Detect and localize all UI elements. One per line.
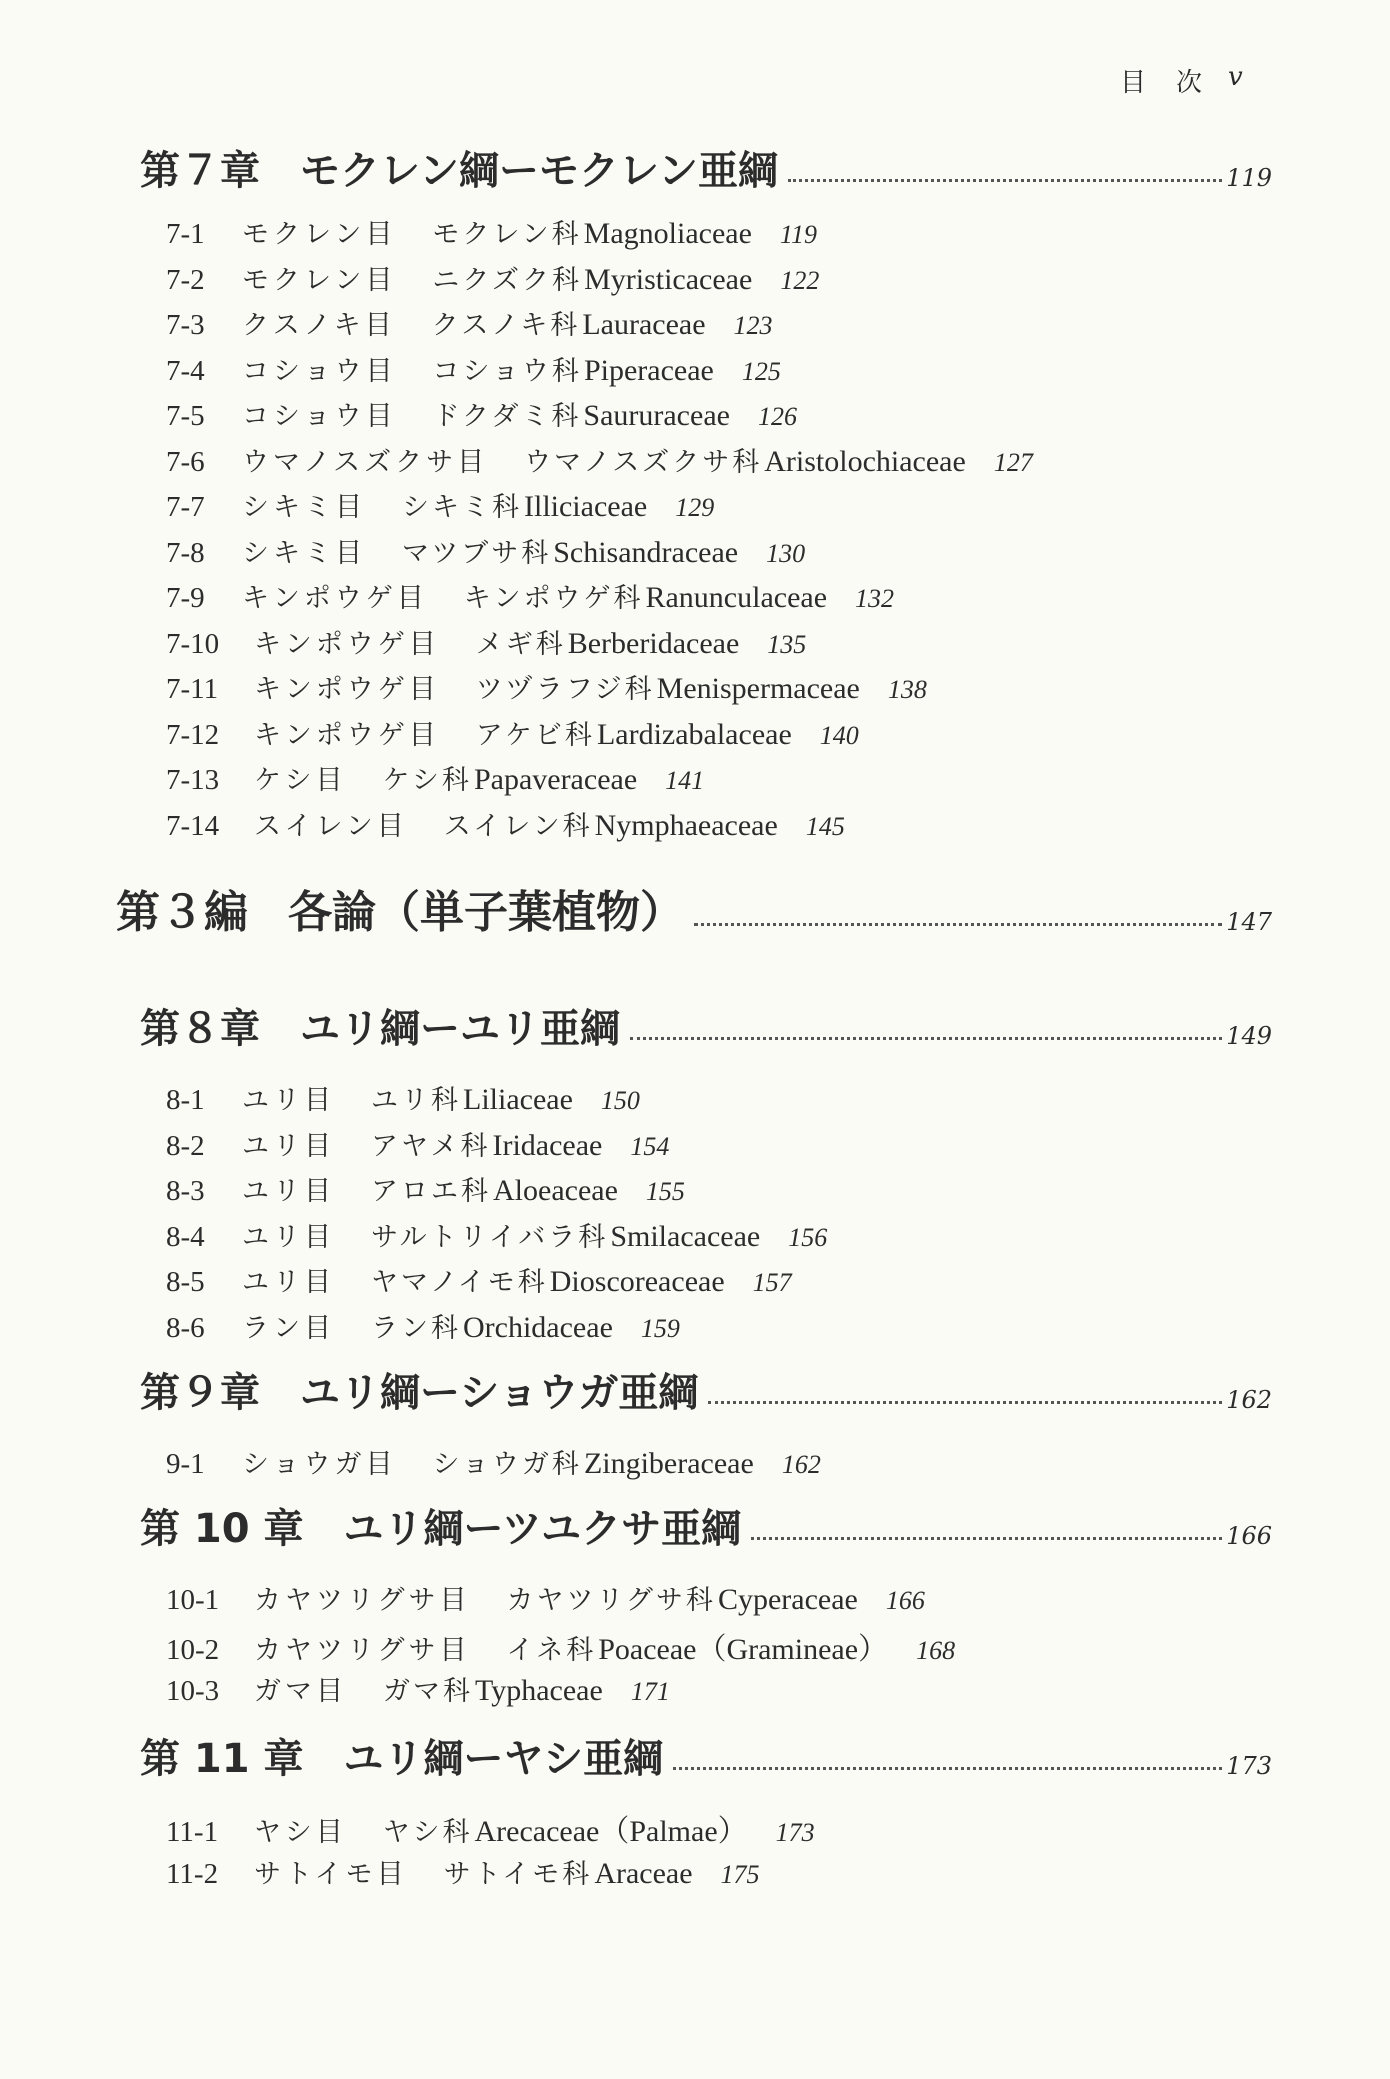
entry-family: ニクズク科 bbox=[432, 264, 583, 296]
entry-order: キンポウゲ目 bbox=[254, 719, 440, 751]
entry-family: メギ科 bbox=[475, 628, 566, 660]
entry-number: 8-1 bbox=[166, 1084, 205, 1116]
toc-entry[interactable] bbox=[166, 440, 1033, 480]
entry-number: 7-10 bbox=[166, 627, 220, 660]
entry-latin-name: Aristolochiaceae bbox=[764, 444, 966, 478]
entry-page-number: 126 bbox=[757, 402, 797, 431]
entry-family: ガマ科 bbox=[383, 1676, 473, 1707]
running-header bbox=[1080, 62, 1300, 102]
heading-number: 第９章 bbox=[140, 1370, 260, 1416]
entry-order: シキミ目 bbox=[242, 537, 366, 569]
heading-number: 第 11 章 bbox=[140, 1736, 304, 1782]
entry-page-number: 175 bbox=[720, 1859, 760, 1889]
entry-family: クスノキ科 bbox=[431, 310, 581, 341]
entry-page-number: 123 bbox=[733, 311, 773, 340]
entry-family: ウマノスズクサ科 bbox=[524, 446, 763, 478]
entry-page-number: 171 bbox=[630, 1677, 670, 1706]
toc-entry[interactable] bbox=[166, 1078, 640, 1118]
entry-family: ツヅラフジ科 bbox=[475, 674, 655, 705]
entry-page-number: 155 bbox=[645, 1177, 685, 1206]
heading-title: ユリ綱ーショウガ亜綱 bbox=[300, 1370, 699, 1416]
entry-number: 7-1 bbox=[166, 218, 205, 250]
toc-entry[interactable] bbox=[166, 804, 845, 844]
entry-order: ラン目 bbox=[242, 1312, 335, 1344]
entry-latin-name: Poaceae（Gramineae） bbox=[598, 1632, 889, 1666]
toc-entry[interactable] bbox=[166, 1215, 827, 1255]
entry-family: マツブサ科 bbox=[402, 537, 552, 569]
entry-family: サルトリイバラ科 bbox=[371, 1221, 609, 1253]
heading-page-number: 162 bbox=[1226, 1386, 1272, 1414]
toc-entry[interactable] bbox=[166, 1169, 685, 1209]
entry-order: ケシ目 bbox=[254, 765, 347, 796]
heading-title: ユリ綱ーツユクサ亜綱 bbox=[343, 1506, 742, 1552]
toc-entry[interactable] bbox=[166, 1442, 821, 1482]
entry-number: 7-14 bbox=[166, 809, 220, 842]
heading-title: ユリ綱ーヤシ亜綱 bbox=[343, 1736, 664, 1782]
entry-family: シキミ科 bbox=[402, 492, 522, 523]
entry-latin-name: Menispermaceae bbox=[656, 672, 860, 705]
toc-entry[interactable] bbox=[166, 1852, 760, 1892]
toc-entry[interactable] bbox=[166, 576, 894, 616]
entry-family: カヤツリグサ科 bbox=[506, 1585, 716, 1616]
entry-family: アロエ科 bbox=[371, 1176, 491, 1207]
toc-entry[interactable] bbox=[166, 667, 927, 707]
entry-number: 10-3 bbox=[166, 1675, 220, 1707]
chapter-heading[interactable] bbox=[140, 1362, 1272, 1418]
entry-order: カヤツリグサ目 bbox=[254, 1634, 471, 1666]
toc-entry[interactable] bbox=[166, 349, 781, 389]
entry-number: 7-3 bbox=[166, 309, 205, 341]
heading-title: ユリ綱ーユリ亜綱 bbox=[300, 1006, 620, 1052]
entry-number: 9-1 bbox=[166, 1448, 205, 1480]
entry-page-number: 127 bbox=[993, 447, 1033, 477]
entry-page-number: 125 bbox=[741, 356, 781, 386]
toc-entry[interactable] bbox=[166, 1124, 669, 1164]
entry-latin-name: Zingiberaceae bbox=[583, 1447, 754, 1480]
entry-order: ユリ目 bbox=[242, 1267, 335, 1298]
entry-family: スイレン科 bbox=[443, 810, 593, 842]
heading-page-number: 147 bbox=[1226, 908, 1272, 936]
entry-latin-name: Araceae bbox=[594, 1856, 693, 1890]
toc-entry[interactable] bbox=[166, 394, 797, 434]
entry-order: サトイモ目 bbox=[254, 1858, 408, 1890]
entry-number: 7-2 bbox=[166, 263, 205, 296]
entry-family: ショウガ科 bbox=[432, 1449, 582, 1480]
toc-entry[interactable] bbox=[166, 1260, 792, 1300]
entry-latin-name: Cyperaceae bbox=[717, 1583, 858, 1616]
entry-order: クスノキ目 bbox=[242, 310, 396, 341]
chapter-heading[interactable] bbox=[140, 1498, 1272, 1554]
entry-order: ショウガ目 bbox=[242, 1449, 397, 1480]
entry-order: ユリ目 bbox=[242, 1176, 335, 1207]
heading-number: 第７章 bbox=[140, 148, 260, 194]
entry-latin-name: Berberidaceae bbox=[567, 626, 740, 660]
entry-family: コショウ科 bbox=[432, 355, 582, 387]
entry-family: キンポウゲ科 bbox=[463, 583, 644, 614]
entry-family: ユリ科 bbox=[371, 1085, 461, 1116]
entry-order: キンポウゲ目 bbox=[254, 674, 440, 705]
chapter-heading[interactable] bbox=[140, 1728, 1272, 1784]
running-header-title: 目 次 bbox=[1120, 68, 1205, 98]
entry-order: スイレン目 bbox=[254, 810, 408, 842]
entry-latin-name: Schisandraceae bbox=[553, 535, 739, 569]
entry-latin-name: Piperaceae bbox=[583, 353, 714, 387]
dot-leader bbox=[751, 1536, 1222, 1540]
entry-order: ユリ目 bbox=[242, 1221, 335, 1253]
entry-page-number: 130 bbox=[766, 538, 806, 568]
toc-entry[interactable] bbox=[166, 1624, 955, 1664]
entry-page-number: 129 bbox=[675, 493, 715, 522]
toc-entry[interactable] bbox=[166, 212, 817, 252]
entry-order: ユリ目 bbox=[242, 1085, 335, 1116]
entry-number: 11-2 bbox=[166, 1857, 219, 1890]
entry-page-number: 132 bbox=[855, 584, 895, 613]
entry-latin-name: Papaveraceae bbox=[473, 763, 638, 796]
dot-leader bbox=[694, 922, 1222, 926]
entry-family: ケシ科 bbox=[382, 765, 472, 796]
entry-number: 8-2 bbox=[166, 1129, 205, 1162]
entry-latin-name: Illiciaceae bbox=[524, 490, 648, 523]
entry-family: サトイモ科 bbox=[443, 1858, 593, 1890]
entry-order: ウマノスズクサ目 bbox=[242, 446, 489, 478]
entry-page-number: 162 bbox=[781, 1450, 821, 1479]
entry-family: ドクダミ科 bbox=[432, 401, 582, 432]
toc-entry[interactable] bbox=[166, 1578, 925, 1618]
entry-order: コショウ目 bbox=[242, 401, 397, 432]
entry-order: モクレン目 bbox=[242, 264, 397, 296]
entry-latin-name: Saururaceae bbox=[583, 399, 730, 432]
chapter-heading[interactable] bbox=[140, 998, 1272, 1054]
entry-latin-name: Nymphaeaceae bbox=[594, 808, 778, 842]
dot-leader bbox=[788, 178, 1222, 182]
entry-number: 10-2 bbox=[166, 1633, 220, 1666]
entry-page-number: 168 bbox=[916, 1635, 956, 1665]
toc-entry[interactable] bbox=[166, 758, 704, 798]
heading-page-number: 166 bbox=[1226, 1522, 1272, 1550]
entry-page-number: 138 bbox=[887, 675, 927, 704]
chapter-heading[interactable] bbox=[140, 140, 1272, 196]
entry-page-number: 154 bbox=[630, 1131, 670, 1161]
entry-order: ヤシ目 bbox=[254, 1817, 347, 1848]
entry-latin-name: Iridaceae bbox=[492, 1128, 603, 1162]
toc-entry[interactable] bbox=[166, 258, 819, 298]
entry-latin-name: Lauraceae bbox=[582, 308, 706, 341]
entry-page-number: 159 bbox=[640, 1313, 680, 1343]
entry-number: 7-8 bbox=[166, 536, 205, 569]
entry-family: アヤメ科 bbox=[371, 1130, 491, 1162]
entry-order: カヤツリグサ目 bbox=[254, 1585, 471, 1616]
entry-number: 7-12 bbox=[166, 718, 220, 751]
entry-number: 7-5 bbox=[166, 400, 205, 432]
entry-order: キンポウゲ目 bbox=[242, 583, 428, 614]
entry-order: ガマ目 bbox=[254, 1676, 347, 1707]
part-heading[interactable] bbox=[116, 884, 1272, 940]
entry-latin-name: Typhaceae bbox=[475, 1674, 603, 1707]
entry-latin-name: Arecaceae（Palmae） bbox=[474, 1815, 748, 1848]
entry-family: ヤシ科 bbox=[382, 1817, 473, 1848]
entry-number: 7-6 bbox=[166, 445, 205, 478]
toc-entry[interactable] bbox=[166, 485, 714, 525]
entry-page-number: 141 bbox=[665, 766, 705, 795]
toc-entry[interactable] bbox=[166, 1806, 815, 1846]
entry-number: 7-4 bbox=[166, 354, 205, 387]
entry-family: アケビ科 bbox=[475, 719, 595, 751]
entry-order: シキミ目 bbox=[242, 492, 366, 523]
toc-entry[interactable] bbox=[166, 713, 859, 753]
entry-number: 7-13 bbox=[166, 764, 220, 796]
toc-entry[interactable] bbox=[166, 303, 773, 343]
entry-latin-name: Dioscoreaceae bbox=[549, 1265, 725, 1298]
entry-page-number: 156 bbox=[788, 1222, 828, 1252]
toc-entry[interactable] bbox=[166, 531, 805, 571]
dot-leader bbox=[630, 1036, 1222, 1040]
entry-page-number: 173 bbox=[775, 1818, 815, 1847]
dot-leader bbox=[673, 1766, 1222, 1770]
entry-family: ヤマノイモ科 bbox=[371, 1267, 548, 1298]
entry-family: ラン科 bbox=[371, 1312, 461, 1344]
heading-number: 第３編 bbox=[116, 887, 248, 938]
entry-page-number: 140 bbox=[819, 720, 859, 750]
entry-latin-name: Magnoliaceae bbox=[583, 217, 752, 250]
entry-page-number: 150 bbox=[600, 1086, 640, 1115]
entry-page-number: 166 bbox=[885, 1586, 925, 1615]
entry-number: 7-11 bbox=[166, 673, 219, 705]
entry-order: キンポウゲ目 bbox=[254, 628, 440, 660]
entry-number: 11-1 bbox=[166, 1816, 219, 1848]
entry-latin-name: Smilacaceae bbox=[610, 1219, 761, 1253]
heading-number: 第８章 bbox=[140, 1006, 260, 1052]
heading-title: モクレン綱ーモクレン亜綱 bbox=[300, 148, 778, 194]
heading-page-number: 119 bbox=[1226, 164, 1272, 192]
entry-family: イネ科 bbox=[506, 1634, 597, 1666]
entry-latin-name: Myristicaceae bbox=[584, 262, 753, 296]
entry-latin-name: Lardizabalaceae bbox=[596, 717, 792, 751]
entry-page-number: 157 bbox=[752, 1268, 792, 1297]
heading-page-number: 149 bbox=[1226, 1022, 1272, 1050]
entry-page-number: 119 bbox=[779, 220, 817, 249]
entry-number: 8-3 bbox=[166, 1175, 205, 1207]
entry-number: 10-1 bbox=[166, 1584, 220, 1616]
entry-order: ユリ目 bbox=[242, 1130, 335, 1162]
dot-leader bbox=[708, 1400, 1222, 1404]
entry-number: 8-4 bbox=[166, 1220, 205, 1253]
entry-page-number: 145 bbox=[805, 811, 845, 841]
entry-latin-name: Aloeaceae bbox=[493, 1174, 618, 1207]
heading-title: 各論（単子葉植物） bbox=[288, 887, 684, 938]
heading-page-number: 173 bbox=[1226, 1752, 1272, 1780]
entry-page-number: 135 bbox=[767, 629, 807, 659]
entry-latin-name: Orchidaceae bbox=[463, 1310, 613, 1344]
entry-number: 7-9 bbox=[166, 582, 205, 614]
toc-entry[interactable] bbox=[166, 622, 806, 662]
entry-order: モクレン目 bbox=[242, 219, 397, 250]
entry-order: コショウ目 bbox=[242, 355, 397, 387]
entry-number: 8-6 bbox=[166, 1311, 205, 1344]
entry-family: モクレン科 bbox=[432, 219, 582, 250]
toc-entry[interactable] bbox=[166, 1306, 680, 1346]
entry-latin-name: Liliaceae bbox=[463, 1083, 573, 1116]
heading-number: 第 10 章 bbox=[140, 1506, 304, 1552]
toc-entry[interactable] bbox=[166, 1669, 670, 1709]
entry-number: 8-5 bbox=[166, 1266, 205, 1298]
entry-number: 7-7 bbox=[166, 491, 205, 523]
entry-page-number: 122 bbox=[780, 265, 820, 295]
running-header-page-number: v bbox=[1228, 62, 1245, 92]
entry-latin-name: Ranunculaceae bbox=[645, 581, 828, 614]
